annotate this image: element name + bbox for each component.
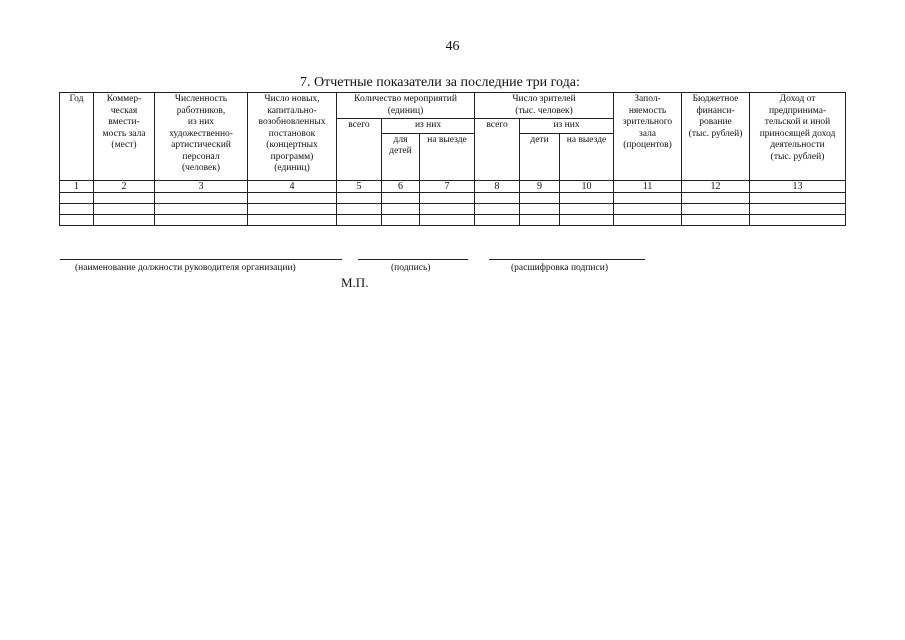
table-cell [614,215,682,226]
header-income-text: Доход от предпринима- тельской и иной приносящей доход деятельности (тыс. рублей) [759,94,836,162]
table-cell [560,215,614,226]
header-budget [682,93,750,181]
table-cell [750,215,846,226]
column-number: 2 [94,180,155,193]
table-cell [682,215,750,226]
header-staff-text: Численность работников, из них художественно- артистический персонал (человек) [169,94,233,173]
table-cell [682,204,750,215]
header-events-group [337,93,475,119]
column-number: 4 [248,180,337,193]
column-number: 8 [475,180,520,193]
stamp-placeholder: М.П. [341,275,369,290]
column-number: 3 [155,180,248,193]
header-year [60,93,94,181]
header-capacity-text: Коммер- ческая вмести- мость зала (мест) [102,94,146,150]
table-cell [337,204,382,215]
table-cell [382,193,420,204]
column-number: 7 [420,180,475,193]
header-events-total: всего [337,119,382,181]
header-events-children-text: для детей [389,134,412,156]
column-number-row [60,180,846,193]
table-row [60,204,846,215]
table-cell [60,215,94,226]
header-viewers-of-them: из них [520,119,614,134]
header-viewers-total: всего [475,119,520,181]
position-signature-line [60,259,342,260]
header-occupancy-text: Запол- няемость зрительного зала (процентов) [622,94,673,150]
table-cell [520,204,560,215]
table-cell [60,193,94,204]
table-cell [155,215,248,226]
table-cell [475,215,520,226]
table-cell [520,193,560,204]
table-cell [248,193,337,204]
decoding-caption: (расшифровка подписи) [511,263,608,273]
table-cell [155,193,248,204]
signature-line [358,259,468,260]
header-capacity [94,93,155,181]
position-caption: (наименование должности руководителя организации) [75,263,296,273]
header-staff [155,93,248,181]
header-viewers-group-text: Число зрителей (тыс. человек) [512,94,576,116]
section-title: 7. Отчетные показатели за последние три года: [300,75,580,90]
header-productions [248,93,337,181]
table-row [60,215,846,226]
table-cell [475,204,520,215]
table-cell [337,215,382,226]
table-cell [560,204,614,215]
column-number: 1 [60,180,94,193]
table-cell [614,204,682,215]
column-number: 6 [382,180,420,193]
table-cell [475,193,520,204]
table-cell [248,204,337,215]
table-cell [248,215,337,226]
header-events-group-text: Количество мероприятий (единиц) [354,94,457,116]
table-cell [750,193,846,204]
table-cell [750,204,846,215]
column-number: 10 [560,180,614,193]
header-events-children [382,133,420,180]
report-table [59,92,846,226]
decoding-signature-line [489,259,645,260]
table-cell [420,215,475,226]
table-cell [155,204,248,215]
header-year-text: Год [69,94,84,104]
table-cell [614,193,682,204]
table-cell [94,204,155,215]
page-number: 46 [445,39,460,54]
header-viewers-touring: на выезде [560,133,614,180]
header-viewers-group [475,93,614,119]
header-events-of-them: из них [382,119,475,134]
table-cell [60,204,94,215]
table-cell [420,193,475,204]
header-budget-text: Бюджетное финанси- рование (тыс. рублей) [688,94,743,139]
column-number: 9 [520,180,560,193]
table-cell [420,204,475,215]
header-events-touring: на выезде [420,133,475,180]
column-number: 5 [337,180,382,193]
table-cell [382,215,420,226]
table-cell [94,215,155,226]
table-cell [94,193,155,204]
header-occupancy [614,93,682,181]
signature-caption: (подпись) [391,263,431,273]
table-row [60,193,846,204]
table-cell [682,193,750,204]
header-income [750,93,846,181]
table-cell [560,193,614,204]
header-productions-text: Число новых, капитально- возобновленных постановок (концертных программ) (единиц) [258,94,326,173]
column-number: 11 [614,180,682,193]
table-cell [382,204,420,215]
header-viewers-children: дети [520,133,560,180]
table-cell [520,215,560,226]
column-number: 12 [682,180,750,193]
table-cell [337,193,382,204]
column-number: 13 [750,180,846,193]
